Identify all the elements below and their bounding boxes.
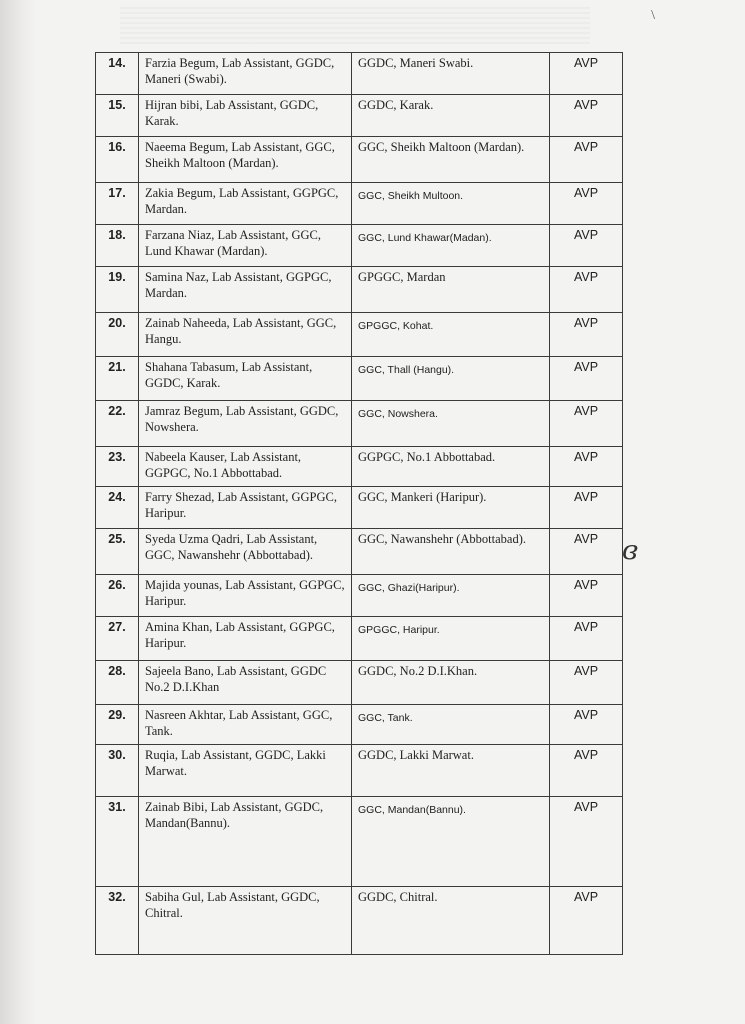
employee-name-designation: Samina Naz, Lab Assistant, GGPGC, Mardan. — [139, 267, 352, 313]
employee-name-designation: Nabeela Kauser, Lab Assistant, GGPGC, No.1 Abbottabad. — [139, 447, 352, 487]
posting-station: GGPGC, No.1 Abbottabad. — [352, 447, 550, 487]
remarks: AVP — [550, 575, 623, 617]
remarks: AVP — [550, 401, 623, 447]
table-row — [96, 529, 623, 575]
serial-number: 30. — [96, 745, 139, 797]
employee-name-designation: Naeema Begum, Lab Assistant, GGC, Sheikh Maltoon (Mardan). — [139, 137, 352, 183]
employee-name-designation: Majida younas, Lab Assistant, GGPGC, Haripur. — [139, 575, 352, 617]
employee-name-designation: Zakia Begum, Lab Assistant, GGPGC, Mardan. — [139, 183, 352, 225]
employee-name-designation: Ruqia, Lab Assistant, GGDC, Lakki Marwat. — [139, 745, 352, 797]
employee-name-designation: Sabiha Gul, Lab Assistant, GGDC, Chitral. — [139, 887, 352, 955]
employee-name-designation: Sajeela Bano, Lab Assistant, GGDC No.2 D.I.Khan — [139, 661, 352, 705]
remarks: AVP — [550, 95, 623, 137]
employee-name-designation: Amina Khan, Lab Assistant, GGPGC, Haripur. — [139, 617, 352, 661]
remarks: AVP — [550, 313, 623, 357]
remarks: AVP — [550, 617, 623, 661]
employee-name-designation: Zainab Bibi, Lab Assistant, GGDC, Mandan(Bannu). — [139, 797, 352, 887]
posting-station: GPGGC, Haripur. — [352, 617, 550, 661]
posting-station: GGC, Tank. — [352, 705, 550, 745]
posting-station: GGC, Sheikh Multoon. — [352, 183, 550, 225]
table-row — [96, 797, 623, 887]
employee-name-designation: Farry Shezad, Lab Assistant, GGPGC, Haripur. — [139, 487, 352, 529]
table-row — [96, 401, 623, 447]
posting-station: GGC, Mandan(Bannu). — [352, 797, 550, 887]
posting-station: GPGGC, Kohat. — [352, 313, 550, 357]
serial-number: 17. — [96, 183, 139, 225]
posting-station: GGDC, No.2 D.I.Khan. — [352, 661, 550, 705]
remarks: AVP — [550, 183, 623, 225]
remarks: AVP — [550, 887, 623, 955]
serial-number: 31. — [96, 797, 139, 887]
posting-station: GGC, Nowshera. — [352, 401, 550, 447]
serial-number: 23. — [96, 447, 139, 487]
remarks: AVP — [550, 447, 623, 487]
posting-station: GGC, Thall (Hangu). — [352, 357, 550, 401]
serial-number: 28. — [96, 661, 139, 705]
handwritten-page-mark: ɞ — [622, 536, 638, 566]
table-row — [96, 53, 623, 95]
posting-station: GGC, Lund Khawar(Madan). — [352, 225, 550, 267]
serial-number: 15. — [96, 95, 139, 137]
remarks: AVP — [550, 529, 623, 575]
serial-number: 29. — [96, 705, 139, 745]
table-row — [96, 137, 623, 183]
posting-station: GGDC, Lakki Marwat. — [352, 745, 550, 797]
employee-name-designation: Farzana Niaz, Lab Assistant, GGC, Lund Khawar (Mardan). — [139, 225, 352, 267]
posting-station: GGC, Sheikh Maltoon (Mardan). — [352, 137, 550, 183]
table-row — [96, 267, 623, 313]
serial-number: 18. — [96, 225, 139, 267]
table-row — [96, 661, 623, 705]
serial-number: 27. — [96, 617, 139, 661]
serial-number: 20. — [96, 313, 139, 357]
remarks: AVP — [550, 225, 623, 267]
serial-number: 24. — [96, 487, 139, 529]
employee-name-designation: Shahana Tabasum, Lab Assistant, GGDC, Karak. — [139, 357, 352, 401]
table-row — [96, 357, 623, 401]
remarks: AVP — [550, 487, 623, 529]
employee-name-designation: Syeda Uzma Qadri, Lab Assistant, GGC, Nawanshehr (Abbottabad). — [139, 529, 352, 575]
posting-station: GPGGC, Mardan — [352, 267, 550, 313]
posting-station: GGC, Mankeri (Haripur). — [352, 487, 550, 529]
remarks: AVP — [550, 797, 623, 887]
serial-number: 26. — [96, 575, 139, 617]
posting-station: GGC, Ghazi(Haripur). — [352, 575, 550, 617]
remarks: AVP — [550, 357, 623, 401]
serial-number: 14. — [96, 53, 139, 95]
remarks: AVP — [550, 705, 623, 745]
serial-number: 16. — [96, 137, 139, 183]
postings-table — [95, 52, 623, 955]
serial-number: 25. — [96, 529, 139, 575]
table-row — [96, 617, 623, 661]
corner-mark: \ — [651, 8, 655, 23]
employee-name-designation: Jamraz Begum, Lab Assistant, GGDC, Nowshera. — [139, 401, 352, 447]
table-row — [96, 487, 623, 529]
serial-number: 32. — [96, 887, 139, 955]
serial-number: 19. — [96, 267, 139, 313]
remarks: AVP — [550, 745, 623, 797]
table-row — [96, 95, 623, 137]
employee-name-designation: Nasreen Akhtar, Lab Assistant, GGC, Tank. — [139, 705, 352, 745]
employee-name-designation: Zainab Naheeda, Lab Assistant, GGC, Hangu. — [139, 313, 352, 357]
employee-name-designation: Farzia Begum, Lab Assistant, GGDC, Maneri (Swabi). — [139, 53, 352, 95]
remarks: AVP — [550, 137, 623, 183]
table-row — [96, 447, 623, 487]
table-row — [96, 745, 623, 797]
posting-station: GGDC, Chitral. — [352, 887, 550, 955]
table-row — [96, 225, 623, 267]
scan-shadow — [0, 0, 36, 1024]
table-row — [96, 705, 623, 745]
table-row — [96, 575, 623, 617]
serial-number: 22. — [96, 401, 139, 447]
remarks: AVP — [550, 661, 623, 705]
serial-number: 21. — [96, 357, 139, 401]
employee-name-designation: Hijran bibi, Lab Assistant, GGDC, Karak. — [139, 95, 352, 137]
table-row — [96, 887, 623, 955]
posting-station: GGDC, Maneri Swabi. — [352, 53, 550, 95]
remarks: AVP — [550, 267, 623, 313]
table-row — [96, 183, 623, 225]
table-row — [96, 313, 623, 357]
remarks: AVP — [550, 53, 623, 95]
posting-station: GGC, Nawanshehr (Abbottabad). — [352, 529, 550, 575]
bleed-through-header — [120, 6, 590, 44]
posting-station: GGDC, Karak. — [352, 95, 550, 137]
